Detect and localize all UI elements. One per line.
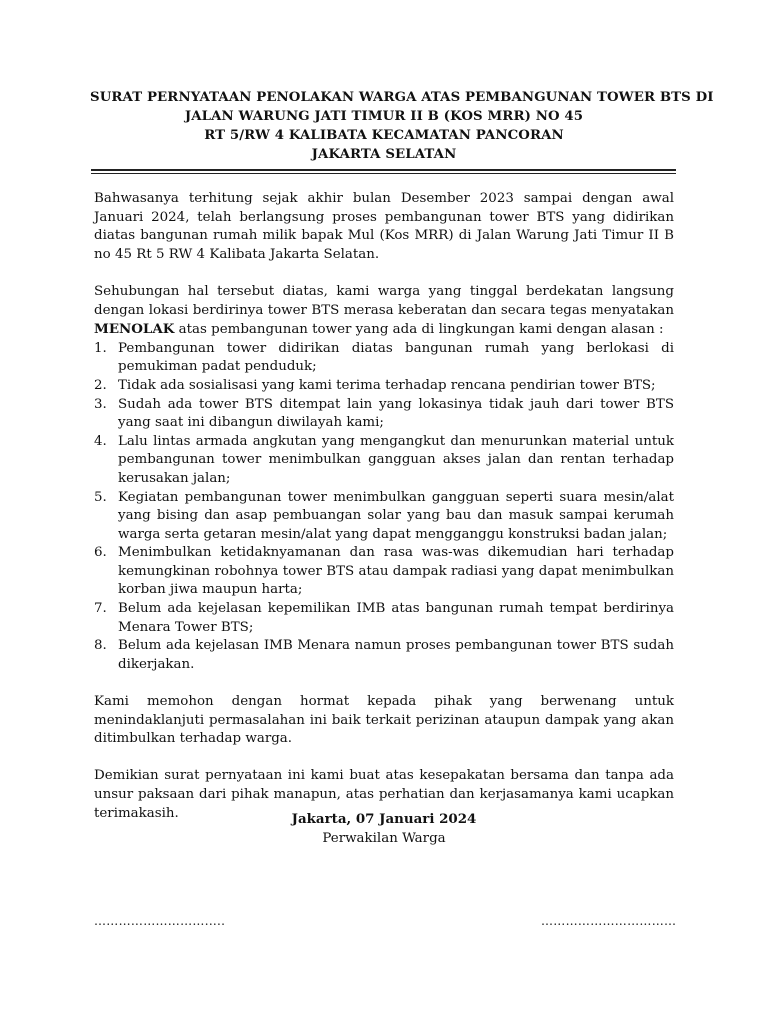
statement-text-end: atas pembangunan tower yang ada di lingkungan kami dengan alasan : [174, 322, 664, 338]
list-item-number: 1. [94, 340, 107, 356]
list-item-text: Kegiatan pembangunan tower menimbulkan gangguan seperti suara mesin/alat yang bising dan asap pembuangan solar yang bau dan masuk sampai kerumah warga serta getaran mesin/alat yang dapat mengganggu konstruksi badan jalan; [118, 489, 674, 542]
list-item [94, 637, 674, 674]
statement-emphasis: MENOLAK [94, 321, 175, 338]
title-line-3: RT 5/RW 4 KALIBATA KECAMATAN PANCORAN [204, 128, 564, 143]
document-title [90, 88, 714, 164]
list-item [94, 433, 674, 489]
paragraph-closing: Demikian surat pernyataan ini kami buat atas kesepakatan bersama dan tanpa ada unsur paksaan dari pihak manapun, atas perhatian dan kerjasamanya kami ucapkan terimakasih. [94, 768, 674, 821]
list-item-number: 4. [94, 433, 107, 449]
list-item-text: Sudah ada tower BTS ditempat lain yang lokasinya tidak jauh dari tower BTS yang saat ini dibangun diwilayah kami; [118, 396, 674, 431]
list-item [94, 600, 674, 637]
header-divider [91, 169, 676, 174]
paragraph-intro: Bahwasanya terhitung sejak akhir bulan Desember 2023 sampai dengan awal Januari 2024, telah berlangsung proses pembangunan tower BTS yang didirikan diatas bangunan rumah milik bapak Mul (Kos MRR) di Jalan Warung Jati Timur II B no 45 Rt 5 RW 4 Kalibata Jakarta Selatan. [94, 191, 674, 262]
statement-text-start: Sehubungan hal tersebut diatas, kami warga yang tinggal berdekatan langsung dengan lokasi berdirinya tower BTS merasa keberatan dan secara tegas menyatakan [94, 283, 674, 318]
paragraph-statement [94, 283, 674, 340]
list-item [94, 544, 674, 600]
signatory-role: Perwakilan Warga [322, 831, 446, 846]
reasons-list [94, 340, 674, 675]
title-line-4: JAKARTA SELATAN [311, 147, 457, 162]
signature-block [94, 810, 674, 848]
title-line-2: JALAN WARUNG JATI TIMUR II B (KOS MRR) NO 45 [184, 109, 584, 124]
list-item [94, 340, 674, 377]
paragraph-request: Kami memohon dengan hormat kepada pihak yang berwenang untuk menindaklanjuti permasalahan ini baik terkait perizinan ataupun dampak yang akan ditimbulkan terhadap warga. [94, 694, 674, 747]
list-item-number: 3. [94, 396, 107, 412]
list-item [94, 377, 674, 396]
list-item-text: Belum ada kejelasan kepemilikan IMB atas bangunan rumah tempat berdirinya Menara Tower BTS; [118, 601, 674, 635]
list-item-number: 5. [94, 489, 107, 505]
signature-line-right: …………………………… [541, 914, 677, 928]
list-item-text: Menimbulkan ketidaknyamanan dan rasa was-was dikemudian hari terhadap kemungkinan robohnya tower BTS atau dampak radiasi yang dapat menimbulkan korban jiwa maupun harta; [118, 545, 674, 598]
list-item-number: 2. [94, 377, 107, 393]
list-item-text: Lalu lintas armada angkutan yang mengangkut dan menurunkan material untuk pembangunan tower menimbulkan gangguan akses jalan dan rentan terhadap kerusakan jalan; [118, 433, 674, 486]
list-item [94, 396, 674, 433]
letter-body [94, 190, 674, 842]
place-date: Jakarta, 07 Januari 2024 [291, 811, 477, 827]
list-item-text: Tidak ada sosialisasi yang kami terima terhadap rencana pendirian tower BTS; [118, 377, 656, 393]
signature-line-left: ………………………..... [94, 914, 226, 928]
title-line-1: SURAT PERNYATAAN PENOLAKAN WARGA ATAS PEMBANGUNAN TOWER BTS DI [90, 90, 714, 105]
list-item-number: 6. [94, 545, 107, 561]
list-item-text: Pembangunan tower didirikan diatas bangunan rumah yang berlokasi di pemukiman padat penduduk; [118, 340, 674, 375]
list-item-number: 8. [94, 638, 107, 654]
list-item-number: 7. [94, 601, 107, 617]
list-item-text: Belum ada kejelasan IMB Menara namun proses pembangunan tower BTS sudah dikerjakan. [118, 638, 674, 672]
list-item [94, 489, 674, 545]
